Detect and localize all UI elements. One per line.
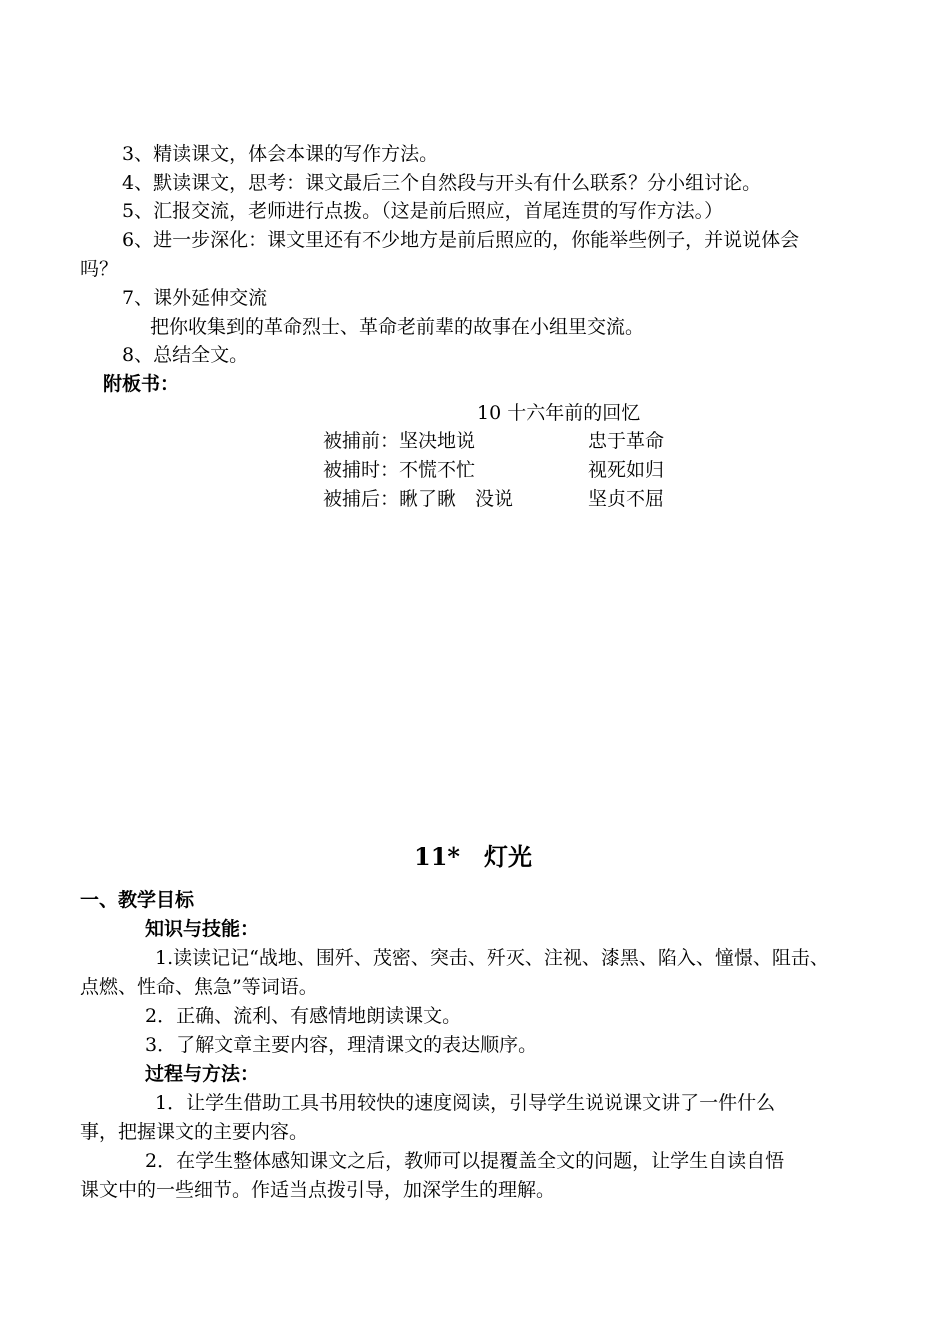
step-5: 5、汇报交流，老师进行点拨。（这是前后照应，首尾连贯的写作方法。）: [122, 200, 724, 222]
step-6: 6、进一步深化：课文里还有不少地方是前后照应的，你能举些例子，并说说体会: [122, 229, 800, 251]
knowledge-skills-label: 知识与技能：: [145, 918, 260, 940]
board-row-right: 坚贞不屈: [588, 488, 665, 510]
lesson-title: 11* 灯光: [414, 842, 532, 871]
board-row-right: 忠于革命: [588, 430, 665, 452]
step-7-detail: 把你收集到的革命烈士、革命老前辈的故事在小组里交流。: [150, 316, 645, 338]
knowledge-item: 1.读读记记“战地、围歼、茂密、突击、歼灭、注视、漆黑、陷入、憧憬、阻击、: [155, 947, 829, 969]
board-row-right: 视死如归: [588, 459, 665, 481]
process-item: 1．让学生借助工具书用较快的速度阅读，引导学生说说课文讲了一件什么: [155, 1092, 776, 1114]
board-row-left: 被捕前：坚决地说: [323, 430, 476, 452]
board-title: 10 十六年前的回忆: [477, 402, 641, 424]
board-row-left: 被捕时：不慌不忙: [323, 459, 476, 481]
step-4: 4、默读课文，思考：课文最后三个自然段与开头有什么联系？分小组讨论。: [122, 172, 762, 194]
step-6-continuation: 吗？: [80, 258, 119, 280]
knowledge-item-continuation: 点燃、性命、焦急”等词语。: [80, 976, 318, 998]
board-label: 附板书：: [103, 373, 180, 395]
process-methods-label: 过程与方法：: [145, 1063, 260, 1085]
step-8: 8、总结全文。: [122, 344, 249, 366]
knowledge-item: 3．了解文章主要内容，理清课文的表达顺序。: [145, 1034, 538, 1056]
board-row-left: 被捕后：瞅了瞅 没说: [323, 488, 514, 510]
process-item-continuation: 课文中的一些细节。作适当点拨引导，加深学生的理解。: [80, 1179, 556, 1201]
process-item: 2．在学生整体感知课文之后，教师可以提覆盖全文的问题，让学生自读自悟: [145, 1150, 785, 1172]
process-item-continuation: 事，把握课文的主要内容。: [80, 1121, 309, 1143]
step-7: 7、课外延伸交流: [122, 287, 268, 309]
knowledge-item: 2．正确、流利、有感情地朗读课文。: [145, 1005, 462, 1027]
teaching-goals-heading: 一、教学目标: [80, 889, 195, 911]
step-3: 3、精读课文，体会本课的写作方法。: [122, 143, 439, 165]
